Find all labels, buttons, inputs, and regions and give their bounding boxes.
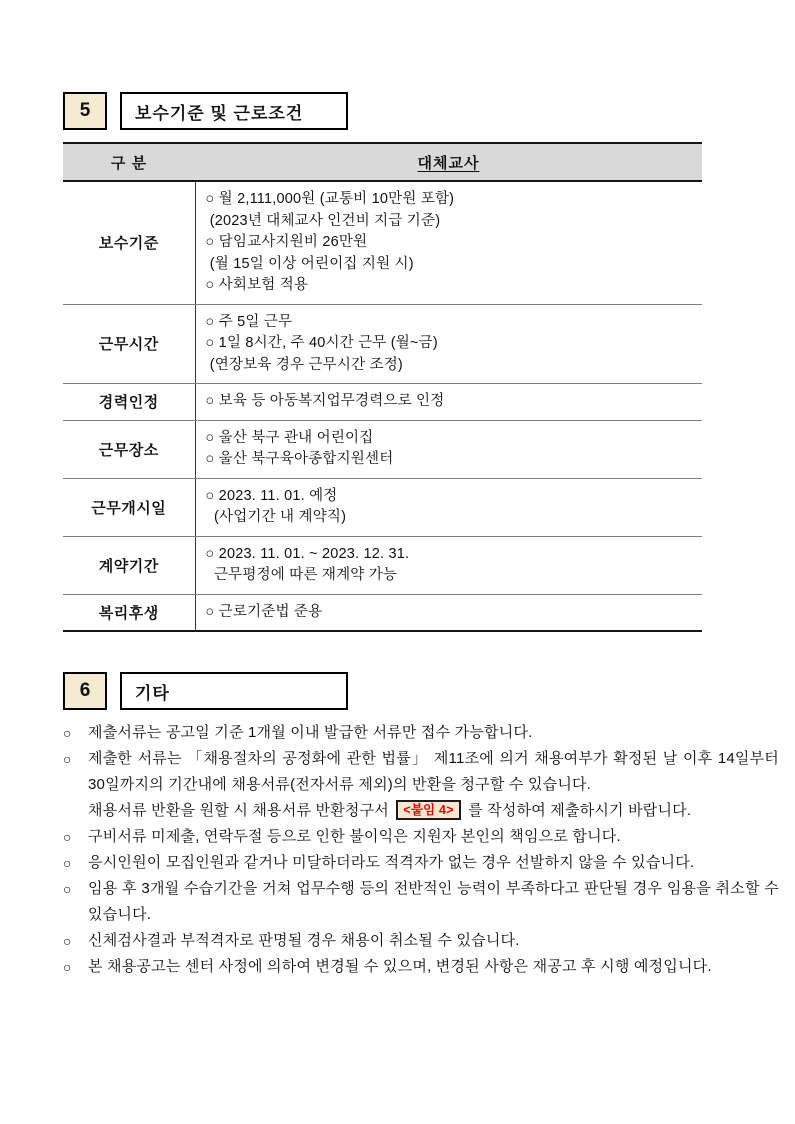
cell-line: ○ 근로기준법 준용 [205, 603, 323, 620]
section-5-title: 보수기준 및 근로조건 [135, 103, 304, 123]
table-row-contract-period [63, 536, 702, 594]
compensation-table [63, 142, 702, 632]
cell-line: ○ 사회보험 적용 [205, 277, 309, 293]
row-label-compensation-standard: 보수기준 [63, 181, 195, 304]
compensation-table-wrap [63, 142, 702, 632]
row-value-compensation-standard [195, 181, 702, 304]
note-bullet: ○ [63, 829, 72, 845]
note-text-prefix: 채용서류 반환을 원할 시 채용서류 반환청구서 [88, 802, 389, 819]
cell-line: ○ 주 5일 근무 [205, 313, 293, 330]
cell-line: ○ 1일 8시간, 주 40시간 근무 (월~금) [205, 335, 438, 351]
cell-line: (월 15일 이상 어린이집 지원 시) [205, 255, 414, 272]
note-item [63, 876, 779, 928]
row-label-work-start-date: 근무개시일 [63, 478, 195, 536]
row-value-working-hours [195, 304, 702, 384]
row-value-work-location [195, 420, 702, 478]
note-text: 임용 후 3개월 수습기간을 거쳐 업무수행 등의 전반적인 능력이 부족하다고 판단될 경우 임용을 취소할 수 있습니다. [88, 880, 779, 923]
section-5-header [63, 92, 702, 130]
note-item [63, 850, 779, 876]
cell-line: ○ 담임교사지원비 26만원 [205, 234, 368, 250]
section-6-title-box [120, 672, 348, 710]
note-bullet: ○ [63, 855, 72, 871]
table-row-welfare [63, 594, 702, 631]
table-header-category: 구 분 [63, 143, 195, 181]
cell-line: (사업기간 내 계약직) [205, 509, 347, 525]
cell-line: ○ 2023. 11. 01. ~ 2023. 12. 31. [205, 545, 410, 562]
table-header-row [63, 143, 702, 181]
cell-line: ○ 울산 북구육아종합지원센터 [205, 451, 394, 467]
table-row-work-start-date [63, 478, 702, 536]
note-bullet: ○ [63, 933, 72, 949]
attachment-4-badge: <붙임 4> [396, 800, 460, 820]
note-text: 제출서류는 공고일 기준 1개월 이내 발급한 서류만 접수 가능합니다. [88, 724, 533, 741]
note-item [63, 928, 779, 954]
document-content [63, 92, 779, 980]
table-row-compensation-standard [63, 181, 702, 304]
row-value-welfare [195, 594, 702, 631]
note-item [63, 954, 779, 980]
note-bullet: ○ [63, 881, 72, 897]
section-6-title: 기타 [135, 683, 170, 703]
note-bullet: ○ [63, 959, 72, 975]
cell-line: 근무평정에 따른 재계약 가능 [205, 567, 398, 583]
row-value-work-start-date [195, 478, 702, 536]
note-bullet: ○ [63, 725, 72, 741]
row-label-career-recognition: 경력인정 [63, 384, 195, 421]
cell-line: (2023년 대체교사 인건비 지급 기준) [205, 212, 441, 229]
section-5-number-badge: 5 [63, 92, 107, 130]
table-row-career-recognition [63, 384, 702, 421]
note-item [63, 746, 779, 824]
section-6-number-badge: 6 [63, 672, 107, 710]
note-text: 제출한 서류는 「채용절차의 공정화에 관한 법률」 제11조에 의거 채용여부가 확정된 날 이후 14일부터 30일까지의 기간내에 채용서류(전자서류 제외)의 반환을 청구할 수 있습니다. [88, 750, 779, 793]
row-label-working-hours: 근무시간 [63, 304, 195, 384]
cell-line: ○ 2023. 11. 01. 예정 [205, 487, 338, 504]
note-item [63, 720, 779, 746]
note-bullet: ○ [63, 751, 72, 767]
note-text: 본 채용공고는 센터 사정에 의하여 변경될 수 있으며, 변경된 사항은 재공고 후 시행 예정입니다. [88, 958, 712, 975]
row-value-contract-period [195, 536, 702, 594]
note-item [63, 824, 779, 850]
table-header-substitute-teacher [195, 143, 702, 181]
notes-list [63, 720, 779, 980]
cell-line: ○ 울산 북구 관내 어린이집 [205, 429, 374, 446]
row-value-career-recognition [195, 384, 702, 421]
row-label-contract-period: 계약기간 [63, 536, 195, 594]
table-row-working-hours [63, 304, 702, 384]
row-label-work-location: 근무장소 [63, 420, 195, 478]
table-row-work-location [63, 420, 702, 478]
row-label-welfare: 복리후생 [63, 594, 195, 631]
note-text: 신체검사결과 부적격자로 판명될 경우 채용이 취소될 수 있습니다. [88, 932, 520, 949]
section-5-title-box [120, 92, 348, 130]
note-text-attachment-line [88, 798, 779, 824]
section-6-header [63, 672, 702, 710]
cell-line: ○ 월 2,111,000원 (교통비 10만원 포함) [205, 191, 455, 207]
note-text: 구비서류 미제출, 연락두절 등으로 인한 불이익은 지원자 본인의 책임으로 합니다. [88, 828, 621, 845]
table-header-substitute-teacher-label: 대체교사 [417, 154, 480, 172]
note-text-suffix: 를 작성하여 제출하시기 바랍니다. [468, 802, 692, 819]
cell-line: (연장보육 경우 근무시간 조정) [205, 356, 403, 373]
cell-line: ○ 보육 등 아동복지업무경력으로 인정 [205, 393, 445, 409]
note-text: 응시인원이 모집인원과 같거나 미달하더라도 적격자가 없는 경우 선발하지 않을 수 있습니다. [88, 854, 695, 871]
